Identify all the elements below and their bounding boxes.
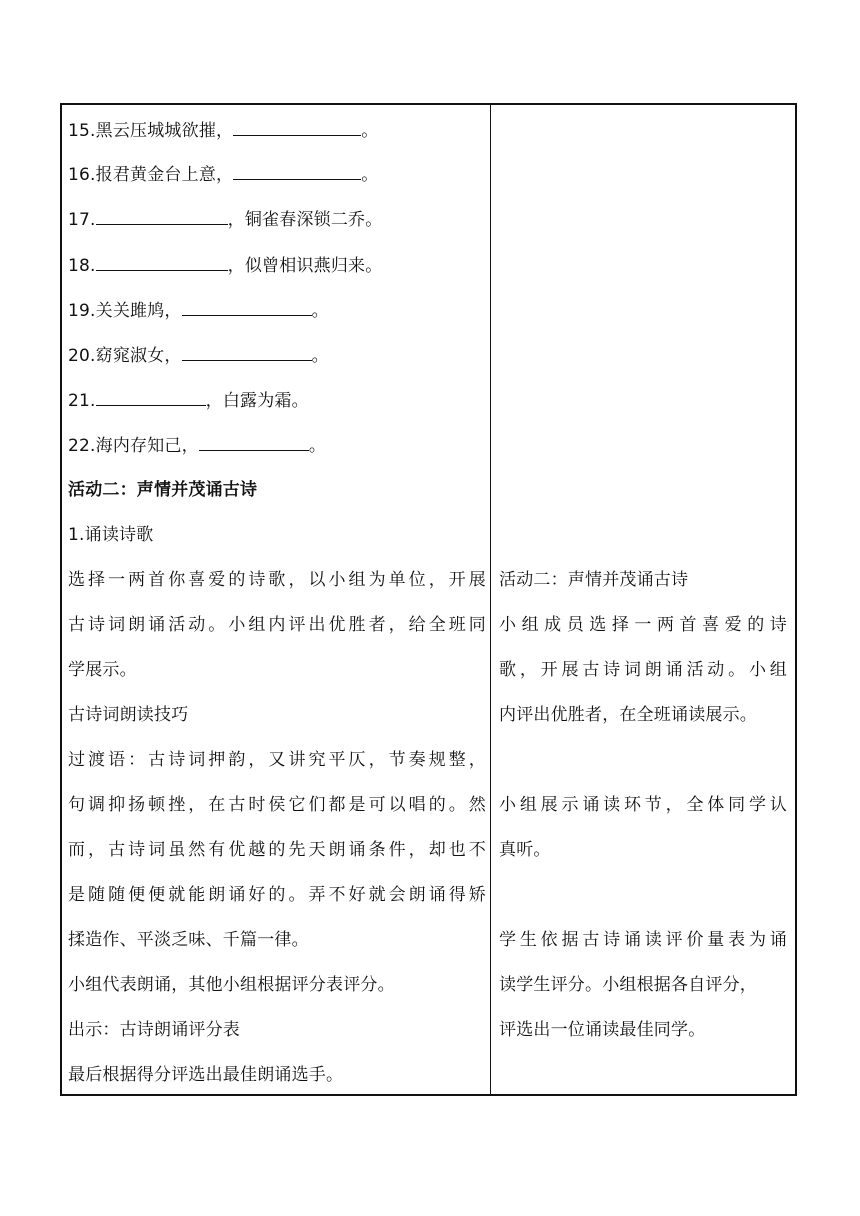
- activity-title: 活动二：声情并茂诵古诗: [68, 480, 258, 500]
- final-selection-line: 最后根据得分评选出最佳朗诵选手。: [68, 1065, 344, 1085]
- paragraph-line: 学展示。: [68, 660, 137, 680]
- right-paragraph-line: 学生依据古诗诵读评价量表为诵: [499, 930, 787, 950]
- column-divider: [490, 103, 491, 1096]
- paragraph-line: 揉造作、平淡乏味、千篇一律。: [68, 930, 309, 950]
- right-column: [499, 103, 789, 1096]
- fill-item-17: 17. ，铜雀春深锁二乔。: [68, 210, 383, 230]
- fill-item-21: 21. ，白露为霜。: [68, 391, 309, 411]
- fill-item-19: 19.关关雎鸠， 。: [68, 301, 329, 321]
- right-paragraph-line: 内评出优胜者，在全班诵读展示。: [499, 705, 757, 725]
- paragraph-line: 而，古诗词虽然有优越的先天朗诵条件，却也不: [68, 840, 486, 860]
- right-paragraph-line: 小组成员选择一两首喜爱的诗: [499, 615, 787, 635]
- subheading-recite: 1.诵读诗歌: [68, 525, 154, 545]
- answer-blank[interactable]: [96, 389, 206, 406]
- answer-blank[interactable]: [233, 119, 361, 136]
- paragraph-line: 是随随便便就能朗诵好的。弄不好就会朗诵得矫: [68, 885, 486, 905]
- fill-item-20: 20.窈窕淑女， 。: [68, 346, 329, 366]
- answer-blank[interactable]: [96, 208, 228, 225]
- paragraph-line: 句调抑扬顿挫，在古时侯它们都是可以唱的。然: [68, 795, 486, 815]
- answer-blank[interactable]: [182, 299, 312, 316]
- right-paragraph-line: 小组展示诵读环节，全体同学认: [499, 795, 787, 815]
- right-paragraph-line: 读学生评分。小组根据各自评分，: [499, 975, 757, 995]
- fill-item-22: 22.海内存知己， 。: [68, 436, 327, 456]
- paragraph-line: 古诗词朗诵活动。小组内评出优胜者，给全班同: [68, 615, 486, 635]
- answer-blank[interactable]: [199, 434, 309, 451]
- answer-blank[interactable]: [233, 163, 361, 180]
- group-representative-line: 小组代表朗诵，其他小组根据评分表评分。: [68, 975, 395, 995]
- right-paragraph-line: 评选出一位诵读最佳同学。: [499, 1020, 706, 1040]
- subheading-techniques: 古诗词朗读技巧: [68, 705, 189, 725]
- right-activity-title: 活动二：声情并茂诵古诗: [499, 570, 689, 590]
- left-column: [68, 103, 488, 1096]
- paragraph-line: 过渡语：古诗词押韵，又讲究平仄，节奏规整，: [68, 750, 486, 770]
- answer-blank[interactable]: [182, 344, 312, 361]
- right-paragraph-line: 歌，开展古诗词朗诵活动。小组: [499, 660, 787, 680]
- fill-item-16: 16.报君黄金台上意， 。: [68, 165, 379, 185]
- fill-item-15: 15.黑云压城城欲摧， 。: [68, 121, 379, 141]
- answer-blank[interactable]: [96, 254, 228, 271]
- paragraph-line: 选择一两首你喜爱的诗歌，以小组为单位，开展: [68, 570, 486, 590]
- show-scoring-table-line: 出示：古诗朗诵评分表: [68, 1020, 240, 1040]
- fill-item-18: 18. ，似曾相识燕归来。: [68, 256, 383, 276]
- right-paragraph-line: 真听。: [499, 840, 551, 860]
